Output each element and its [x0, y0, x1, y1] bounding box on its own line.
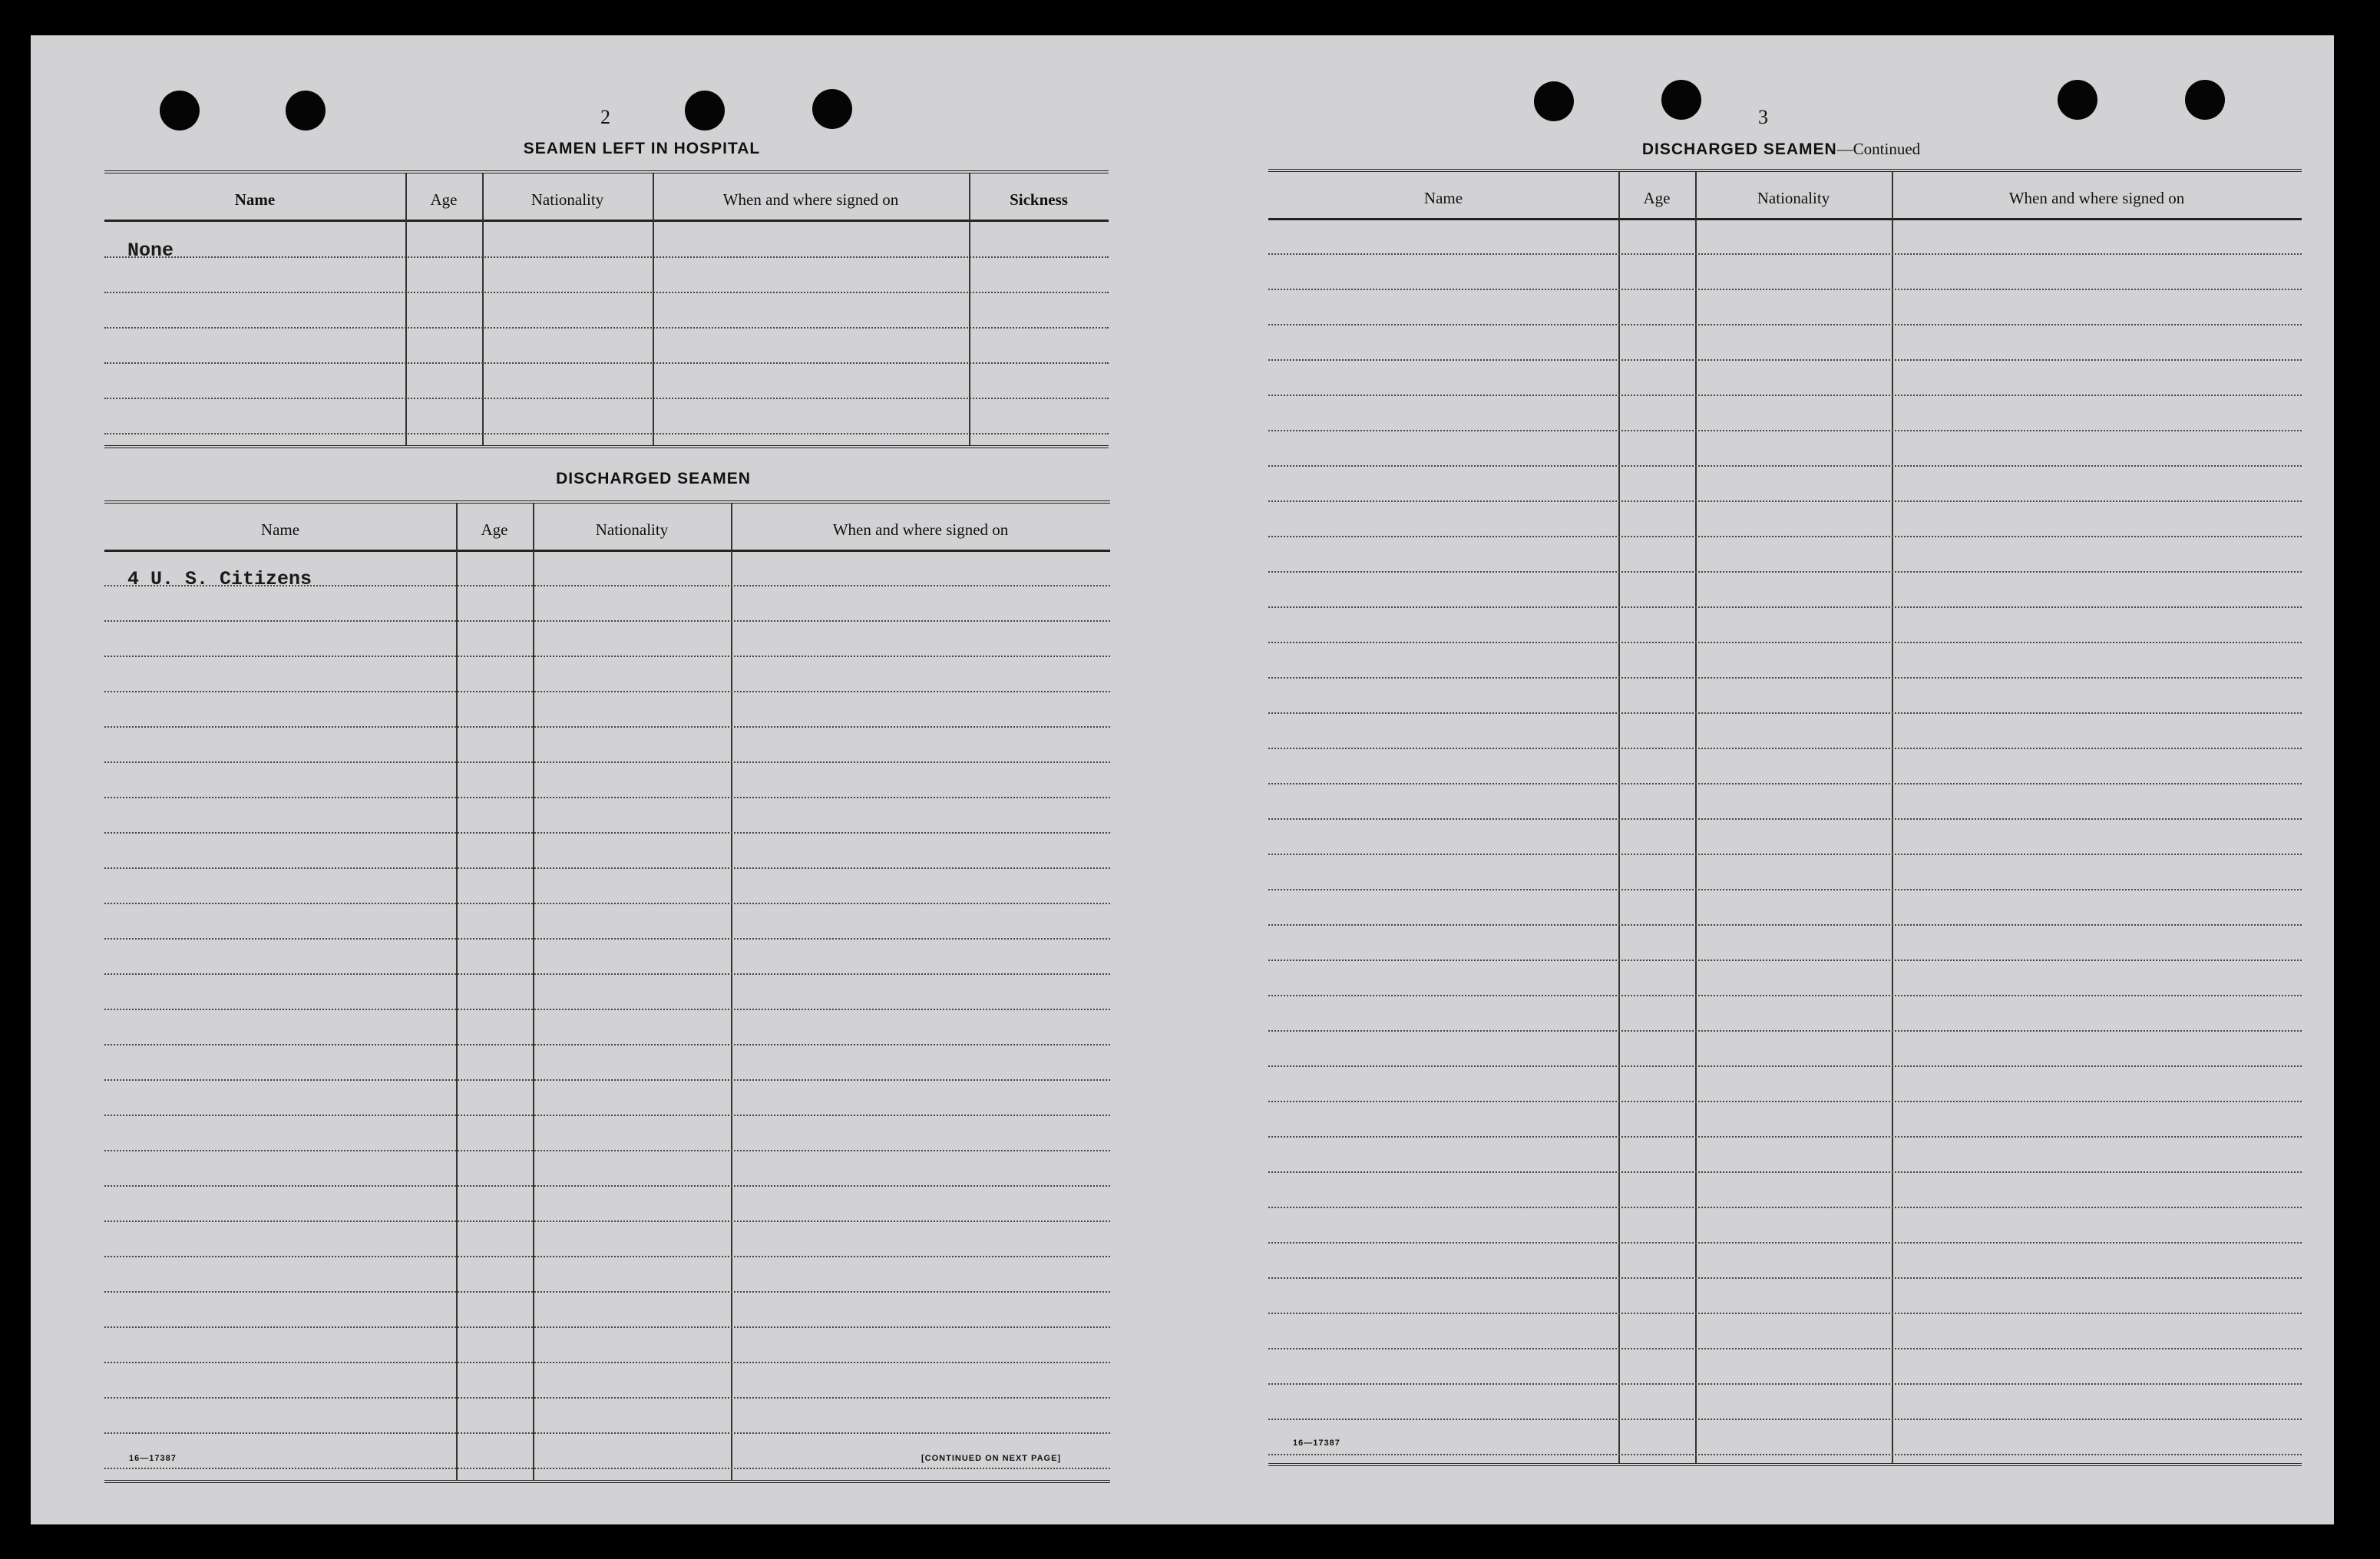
ruled-line	[104, 1150, 1110, 1151]
ruled-line	[1268, 500, 2302, 502]
ruled-line	[1268, 1348, 2302, 1349]
column-signed-on: When and where signed on	[722, 190, 899, 209]
column-divider	[731, 504, 732, 1480]
ruled-line	[104, 585, 1110, 586]
ruled-line	[1268, 1277, 2302, 1279]
ruled-line	[104, 867, 1110, 869]
discharged-continued-header	[1268, 172, 2302, 220]
column-age: Age	[1643, 189, 1671, 207]
discharged-table-header	[104, 504, 1110, 552]
punch-hole-icon	[286, 91, 326, 130]
column-nationality: Nationality	[531, 190, 604, 209]
ruled-line	[1268, 1030, 2302, 1032]
column-name: Name	[1423, 189, 1463, 207]
punch-hole-icon	[160, 91, 200, 130]
ruled-line	[1268, 712, 2302, 714]
column-signed-on: When and where signed on	[2008, 189, 2185, 207]
ruled-line	[1268, 924, 2302, 926]
page-number-left: 2	[600, 106, 610, 128]
ruled-line	[104, 398, 1109, 399]
ruled-line	[1268, 359, 2302, 361]
ruled-line	[104, 1220, 1110, 1222]
column-name: Name	[260, 520, 300, 539]
hospital-entry: None	[127, 239, 174, 262]
ruled-line	[104, 1291, 1110, 1293]
ruled-line	[104, 761, 1110, 763]
ruled-line	[104, 797, 1110, 798]
ruled-line	[104, 1468, 1110, 1469]
ruled-line	[1268, 1065, 2302, 1067]
discharged-continued-table	[1268, 169, 2302, 1466]
column-divider	[405, 173, 407, 445]
ruled-line	[1268, 253, 2302, 255]
form-number-left: 16—17387	[129, 1454, 177, 1463]
ruled-line	[104, 620, 1110, 622]
ruled-line	[1268, 1101, 2302, 1102]
ruled-line	[104, 1432, 1110, 1434]
ruled-line	[1268, 677, 2302, 679]
ruled-line	[1268, 642, 2302, 643]
hospital-table	[104, 170, 1109, 448]
ruled-line	[1268, 1136, 2302, 1138]
column-divider	[653, 173, 654, 445]
ruled-line	[1268, 818, 2302, 820]
column-nationality: Nationality	[595, 520, 669, 539]
column-name: Name	[234, 190, 276, 209]
column-divider	[533, 504, 534, 1480]
ruled-line	[104, 903, 1110, 904]
ruled-line	[1268, 1313, 2302, 1314]
title-text: DISCHARGED SEAMEN	[1641, 140, 1837, 158]
column-sickness: Sickness	[1010, 190, 1068, 209]
ruled-line	[1268, 748, 2302, 749]
ruled-line	[1268, 430, 2302, 431]
ruled-line	[104, 1185, 1110, 1187]
ruled-line	[104, 1256, 1110, 1257]
ruled-line	[1268, 536, 2302, 537]
discharged-entry: 4 U. S. Citizens	[127, 568, 312, 590]
ruled-line	[1268, 1419, 2302, 1420]
punch-hole-icon	[1661, 80, 1701, 120]
discharged-continued-title	[1267, 140, 2296, 159]
ruled-line	[1268, 1383, 2302, 1385]
column-divider	[482, 173, 484, 445]
punch-hole-icon	[2185, 80, 2225, 120]
punch-hole-icon	[2058, 80, 2097, 120]
column-divider	[456, 504, 458, 1480]
ruled-line	[1268, 783, 2302, 784]
ruled-line	[1268, 324, 2302, 325]
page-number-right: 3	[1758, 106, 1768, 128]
form-number-right: 16—17387	[1293, 1438, 1340, 1448]
ruled-line	[1268, 571, 2302, 573]
ruled-line	[104, 832, 1110, 834]
ruled-line	[1268, 995, 2302, 996]
hospital-section-title: SEAMEN LEFT IN HOSPITAL	[523, 140, 761, 157]
column-divider	[1892, 172, 1893, 1463]
ruled-line	[1268, 889, 2302, 890]
continued-note: [CONTINUED ON NEXT PAGE]	[921, 1454, 1062, 1463]
ruled-line	[104, 1009, 1110, 1010]
ruled-line	[1268, 1242, 2302, 1244]
ruled-line	[104, 1326, 1110, 1328]
ruled-line	[104, 938, 1110, 940]
ruled-line	[1268, 1454, 2302, 1455]
column-age: Age	[430, 190, 458, 209]
discharged-table	[104, 500, 1110, 1483]
ruled-line	[104, 1362, 1110, 1363]
column-divider	[1695, 172, 1697, 1463]
ruled-line	[1268, 854, 2302, 855]
ruled-line	[104, 292, 1109, 293]
column-signed-on: When and where signed on	[832, 520, 1009, 539]
ruled-line	[104, 691, 1110, 692]
ruled-line	[1268, 395, 2302, 396]
punch-hole-icon	[685, 91, 725, 130]
ruled-line	[104, 973, 1110, 975]
title-suffix: —Continued	[1836, 140, 1921, 158]
column-divider	[1618, 172, 1620, 1463]
ruled-line	[1268, 606, 2302, 608]
ruled-line	[104, 1397, 1110, 1399]
hospital-table-header	[104, 173, 1109, 222]
ruled-line	[104, 1044, 1110, 1045]
ruled-line	[104, 256, 1109, 258]
column-divider	[969, 173, 970, 445]
punch-hole-icon	[1534, 81, 1574, 121]
column-age: Age	[481, 520, 508, 539]
discharged-section-title: DISCHARGED SEAMEN	[556, 470, 751, 487]
column-nationality: Nationality	[1757, 189, 1830, 207]
ruled-line	[104, 362, 1109, 364]
ruled-line	[104, 1079, 1110, 1081]
ruled-line	[104, 327, 1109, 329]
ruled-line	[1268, 289, 2302, 290]
ruled-line	[104, 433, 1109, 434]
form-sheet	[31, 35, 2334, 1524]
ruled-line	[104, 1115, 1110, 1116]
punch-hole-icon	[812, 89, 852, 129]
ruled-line	[104, 656, 1110, 657]
ruled-line	[1268, 960, 2302, 961]
ruled-line	[1268, 465, 2302, 467]
ruled-line	[1268, 1207, 2302, 1208]
ruled-line	[1268, 1171, 2302, 1173]
ruled-line	[104, 726, 1110, 728]
